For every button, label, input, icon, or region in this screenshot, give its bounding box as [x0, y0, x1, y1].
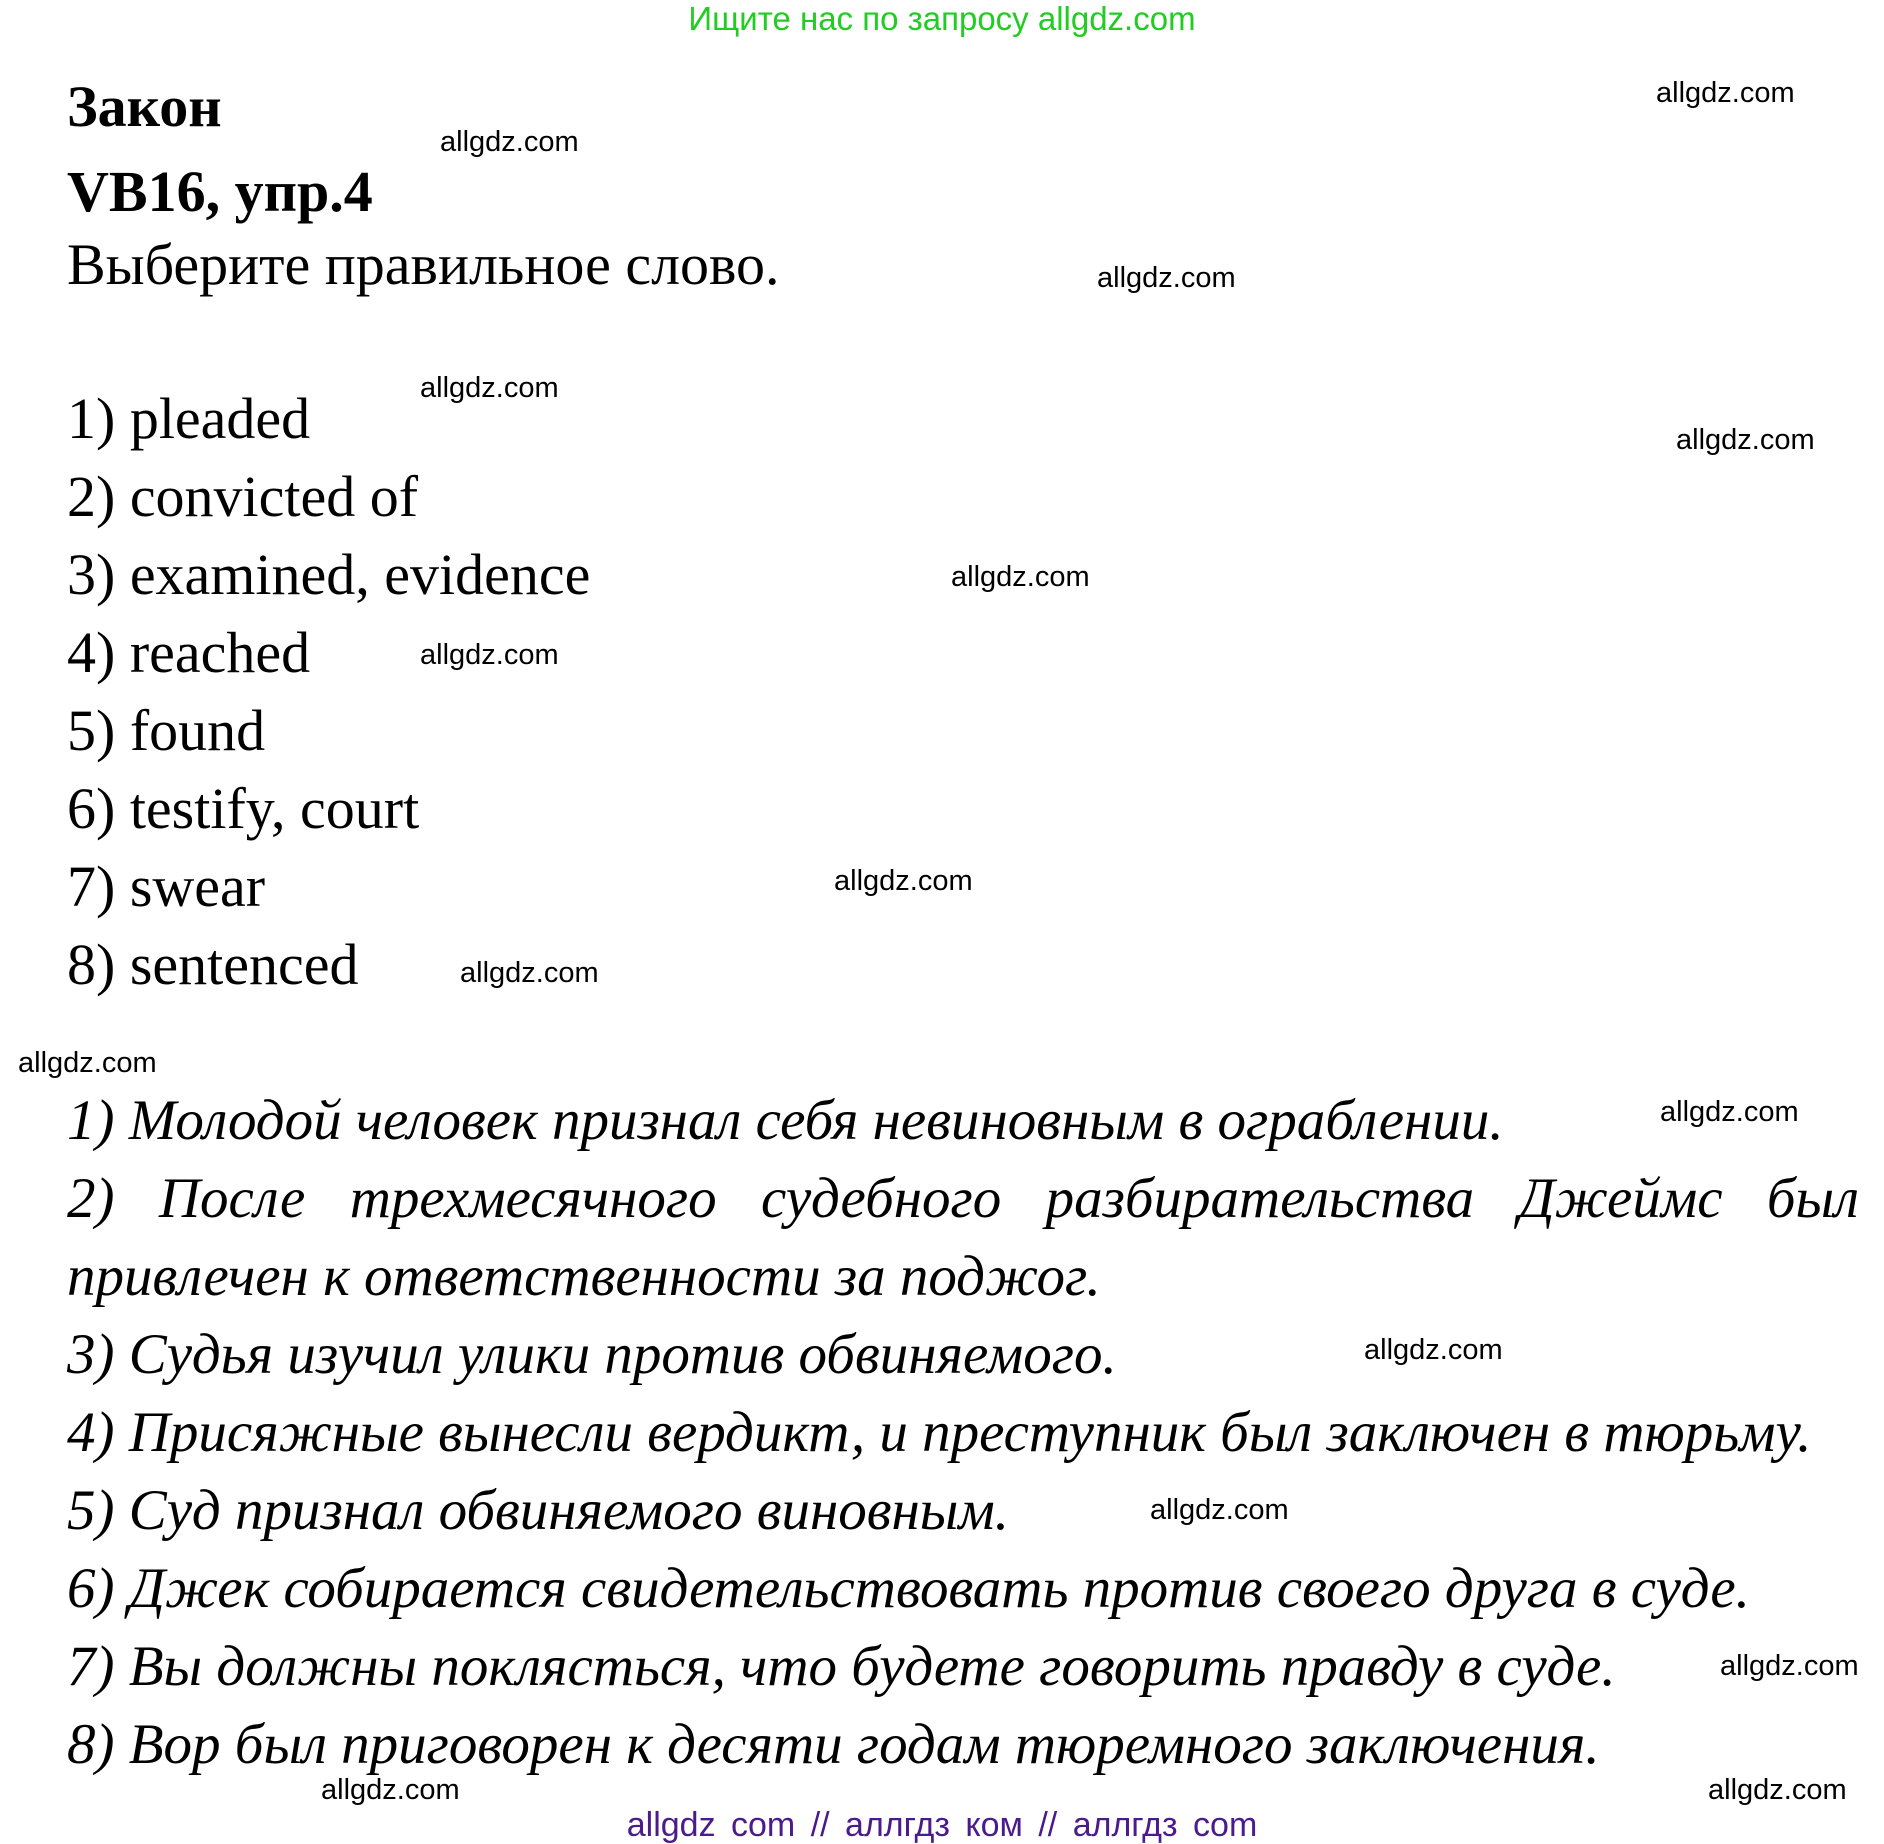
- answer-item: 2) convicted of: [67, 464, 419, 529]
- watermark: allgdz.com: [1097, 262, 1236, 294]
- translation-line: 5) Суд признал обвиняемого виновным.: [67, 1479, 1010, 1542]
- watermark: allgdz.com: [420, 372, 559, 404]
- watermark: allgdz.com: [834, 865, 973, 897]
- answer-item: 4) reached: [67, 620, 311, 685]
- instruction: Выберите правильное слово.: [67, 232, 780, 297]
- watermark: allgdz.com: [1656, 77, 1795, 109]
- footer-links: allgdz com // аллгдз ком // аллгдз com: [626, 1806, 1258, 1844]
- answer-item: 7) swear: [67, 854, 266, 919]
- translation-line: 3) Судья изучил улики против обвиняемого.: [67, 1323, 1117, 1386]
- watermark: allgdz.com: [1660, 1096, 1799, 1128]
- watermark: allgdz.com: [440, 126, 579, 158]
- watermark: allgdz.com: [1364, 1334, 1503, 1366]
- watermark: allgdz.com: [951, 561, 1090, 593]
- watermark: allgdz.com: [1708, 1774, 1847, 1806]
- watermark: allgdz.com: [18, 1047, 157, 1079]
- answer-item: 6) testify, court: [67, 776, 420, 841]
- translation-line: 7) Вы должны поклясться, что будете говорить правду в суде.: [67, 1635, 1616, 1698]
- translation-line: 4) Присяжные вынесли вердикт, и преступник был заключен в тюрьму.: [67, 1401, 1812, 1464]
- answer-item: 5) found: [67, 698, 266, 763]
- top-banner: Ищите нас по запросу allgdz.com: [688, 0, 1196, 37]
- answer-item: 1) pleaded: [67, 386, 311, 451]
- answer-item: 3) examined, evidence: [67, 542, 591, 607]
- watermark: allgdz.com: [1150, 1494, 1289, 1526]
- translation-line: 6) Джек собирается свидетельствовать против своего друга в суде.: [67, 1557, 1750, 1620]
- translation-line: 8) Вор был приговорен к десяти годам тюремного заключения.: [67, 1713, 1600, 1776]
- watermark: allgdz.com: [1720, 1650, 1859, 1682]
- watermark: allgdz.com: [460, 957, 599, 989]
- exercise-label: VB16, упр.4: [67, 159, 373, 224]
- page-title: Закон: [67, 74, 222, 139]
- translation-line: 1) Молодой человек признал себя невиновным в ограблении.: [67, 1089, 1504, 1152]
- answer-item: 8) sentenced: [67, 932, 359, 997]
- watermark: allgdz.com: [420, 639, 559, 671]
- translation-line: 2) После трехмесячного судебного разбирательства Джеймс был: [67, 1167, 1859, 1230]
- watermark: allgdz.com: [321, 1774, 460, 1806]
- watermark: allgdz.com: [1676, 424, 1815, 456]
- translation-line: привлечен к ответственности за поджог.: [67, 1245, 1101, 1308]
